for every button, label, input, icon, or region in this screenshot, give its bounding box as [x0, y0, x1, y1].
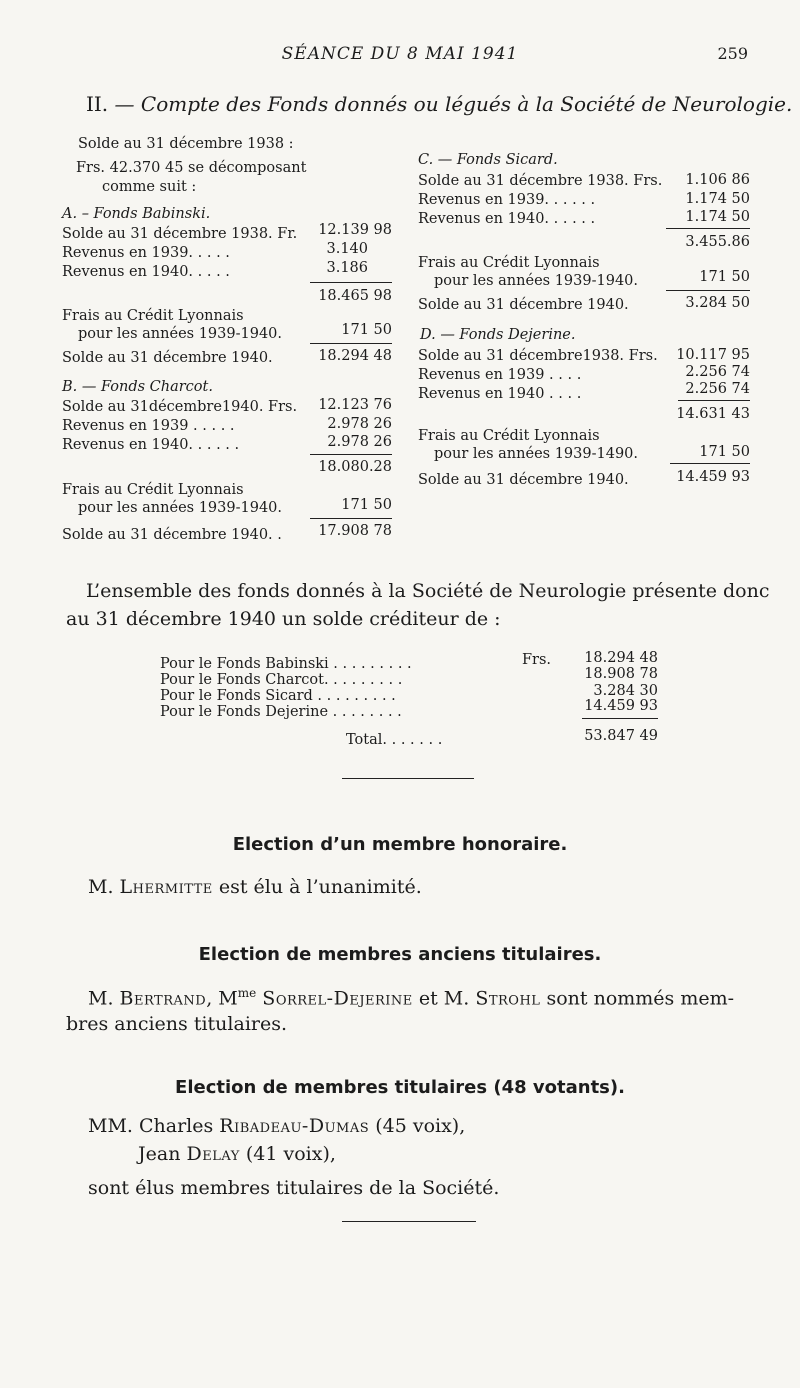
member-name: Ribadeau-Dumas: [219, 1115, 370, 1137]
section-title-text: — Compte des Fonds donnés ou légués à la Société de Neurologie.: [114, 92, 793, 116]
election-honoraire-text: M. Lhermitte est élu à l’unanimité.: [88, 876, 422, 898]
election-titulaires-line-1: MM. Charles Ribadeau-Dumas (45 voix),: [88, 1115, 466, 1137]
heading-election-honoraire: Election d’un membre honoraire.: [232, 834, 568, 855]
summary-paragraph-line-1: L’ensemble des fonds donnés à la Société de Neurologie présente donc: [86, 580, 770, 602]
section-divider: [342, 778, 474, 779]
fund-d-balance-value: 14.459 93: [676, 469, 750, 485]
fund-d-fees-line-2: pour les années 1939-1490.: [434, 446, 639, 462]
fund-c-row-label: Solde au 31 décembre 1938. Frs.: [418, 173, 663, 189]
fund-a-row-label: Solde au 31 décembre 1938. Fr.: [62, 226, 298, 242]
fund-c-heading: C. — Fonds Sicard.: [418, 152, 558, 168]
heading-election-titulaires: Election de membres titulaires (48 votants).: [175, 1077, 625, 1098]
intro-line-2: Frs. 42.370 45 se décomposant: [76, 160, 307, 176]
fund-d-row-label: Revenus en 1940 . . . .: [418, 386, 582, 402]
fund-d-fees-value: 171 50: [699, 444, 750, 460]
fund-d-row-value: 2.256 74: [685, 381, 750, 397]
fund-b-subtotal: 18.080.28: [318, 459, 392, 475]
fund-d-row-label: Solde au 31 décembre1938. Frs.: [418, 348, 658, 364]
fund-b-heading: B. — Fonds Charcot.: [62, 379, 213, 395]
fund-a-balance-label: Solde au 31 décembre 1940.: [62, 350, 273, 366]
member-name: Strohl: [475, 987, 541, 1010]
fund-c-row-value: 1.106 86: [685, 172, 750, 188]
summary-total-value: 53.847 49: [584, 728, 658, 744]
fund-b-balance-value: 17.908 78: [318, 523, 392, 539]
summary-row-label: Pour le Fonds Dejerine . . . . . . . .: [160, 704, 402, 720]
fund-a-fees-line-1: Frais au Crédit Lyonnais: [62, 308, 244, 324]
fund-d-row-value: 2.256 74: [685, 364, 750, 380]
fund-c-rule: [666, 290, 750, 291]
fund-d-rule: [678, 400, 750, 401]
fund-b-fees-line-2: pour les années 1939-1940.: [78, 500, 283, 516]
fund-c-fees-line-1: Frais au Crédit Lyonnais: [418, 255, 600, 271]
election-titulaires-line-3: sont élus membres titulaires de la Société.: [88, 1177, 500, 1199]
fund-b-row-label: Solde au 31décembre1940. Frs.: [62, 399, 298, 415]
summary-row-value: 18.908 78: [584, 666, 658, 682]
fund-b-row-value: 2.978 26: [327, 434, 392, 450]
election-anciens-line-1: M. Bertrand, $M^{me}$ Sorrel-Dejerine et M. Strohl sont nommés mem-: [88, 986, 735, 1010]
summary-row-label: Pour le Fonds Charcot. . . . . . . . .: [160, 672, 403, 688]
fund-d-balance-label: Solde au 31 décembre 1940.: [418, 472, 629, 488]
summary-paragraph-line-2: au 31 décembre 1940 un solde créditeur de :: [66, 608, 501, 630]
fund-a-row-value: 12.139 98: [318, 222, 392, 238]
fund-c-row-label: Revenus en 1939. . . . . .: [418, 192, 596, 208]
fund-b-row-label: Revenus en 1940. . . . . .: [62, 437, 240, 453]
summary-row-label: Pour le Fonds Babinski . . . . . . . . .: [160, 656, 412, 672]
fund-b-row-value: 2.978 26: [327, 416, 392, 432]
summary-total-rule: [582, 718, 658, 719]
fund-a-rule: [310, 282, 392, 283]
fund-c-row-value: 1.174 50: [685, 209, 750, 225]
fund-c-row-value: 1.174 50: [685, 191, 750, 207]
fund-a-rule: [310, 343, 392, 344]
member-name: Bertrand: [119, 987, 207, 1010]
summary-total-label: Total. . . . . . .: [346, 732, 443, 748]
heading-election-anciens: Election de membres anciens titulaires.: [198, 944, 602, 965]
fund-b-balance-label: Solde au 31 décembre 1940. .: [62, 527, 282, 543]
intro-line-1: Solde au 31 décembre 1938 :: [78, 136, 294, 152]
fund-d-rule: [670, 463, 750, 464]
fund-d-heading: D. — Fonds Dejerine.: [420, 327, 576, 343]
fund-c-balance-label: Solde au 31 décembre 1940.: [418, 297, 629, 313]
fund-a-row-value: 3.140: [326, 241, 368, 257]
fund-a-row-value: 3.186: [326, 260, 368, 276]
fund-b-fees-value: 171 50: [341, 497, 392, 513]
election-titulaires-line-2: Jean Delay (41 voix),: [138, 1143, 336, 1165]
fund-a-fees-line-2: pour les années 1939-1940.: [78, 326, 283, 342]
fund-b-rule: [310, 454, 392, 455]
page-number: 259: [717, 44, 748, 63]
fund-c-fees-value: 171 50: [699, 269, 750, 285]
fund-a-heading: A. – Fonds Babinski.: [62, 206, 211, 222]
election-anciens-line-2: bres anciens titulaires.: [66, 1013, 288, 1035]
fund-c-rule: [666, 228, 750, 229]
fund-d-row-label: Revenus en 1939 . . . .: [418, 367, 582, 383]
member-name: Delay: [186, 1143, 240, 1165]
fund-a-subtotal: 18.465 98: [318, 288, 392, 304]
member-name: Sorrel-Dejerine: [262, 987, 413, 1010]
fund-a-fees-value: 171 50: [341, 322, 392, 338]
fund-a-row-label: Revenus en 1939. . . . .: [62, 245, 230, 261]
fund-b-rule: [310, 518, 392, 519]
fund-d-row-value: 10.117 95: [676, 347, 750, 363]
fund-c-subtotal: 3.455.86: [685, 234, 750, 250]
fund-b-row-value: 12.123 76: [318, 397, 392, 413]
fund-d-subtotal: 14.631 43: [676, 406, 750, 422]
fund-c-row-label: Revenus en 1940. . . . . .: [418, 211, 596, 227]
summary-row-label: Pour le Fonds Sicard . . . . . . . . .: [160, 688, 396, 704]
fund-a-row-label: Revenus en 1940. . . . .: [62, 264, 230, 280]
summary-row-value: 14.459 93: [584, 698, 658, 714]
fund-c-fees-line-2: pour les années 1939-1940.: [434, 273, 639, 289]
fund-d-fees-line-1: Frais au Crédit Lyonnais: [418, 428, 600, 444]
intro-line-3: comme suit :: [102, 179, 197, 195]
fund-b-row-label: Revenus en 1939 . . . . .: [62, 418, 235, 434]
section-divider: [342, 1221, 476, 1222]
fund-b-fees-line-1: Frais au Crédit Lyonnais: [62, 482, 244, 498]
fund-c-balance-value: 3.284 50: [685, 295, 750, 311]
fund-a-balance-value: 18.294 48: [318, 348, 392, 364]
member-name: Lhermitte: [119, 876, 213, 898]
running-title: SÉANCE DU 8 MAI 1941: [281, 44, 519, 64]
summary-row-value: 3.284 30: [593, 683, 658, 699]
section-title: [86, 92, 792, 116]
summary-currency: Frs.: [522, 652, 552, 668]
section-number: II.: [86, 92, 109, 116]
summary-row-value: 18.294 48: [584, 650, 658, 666]
